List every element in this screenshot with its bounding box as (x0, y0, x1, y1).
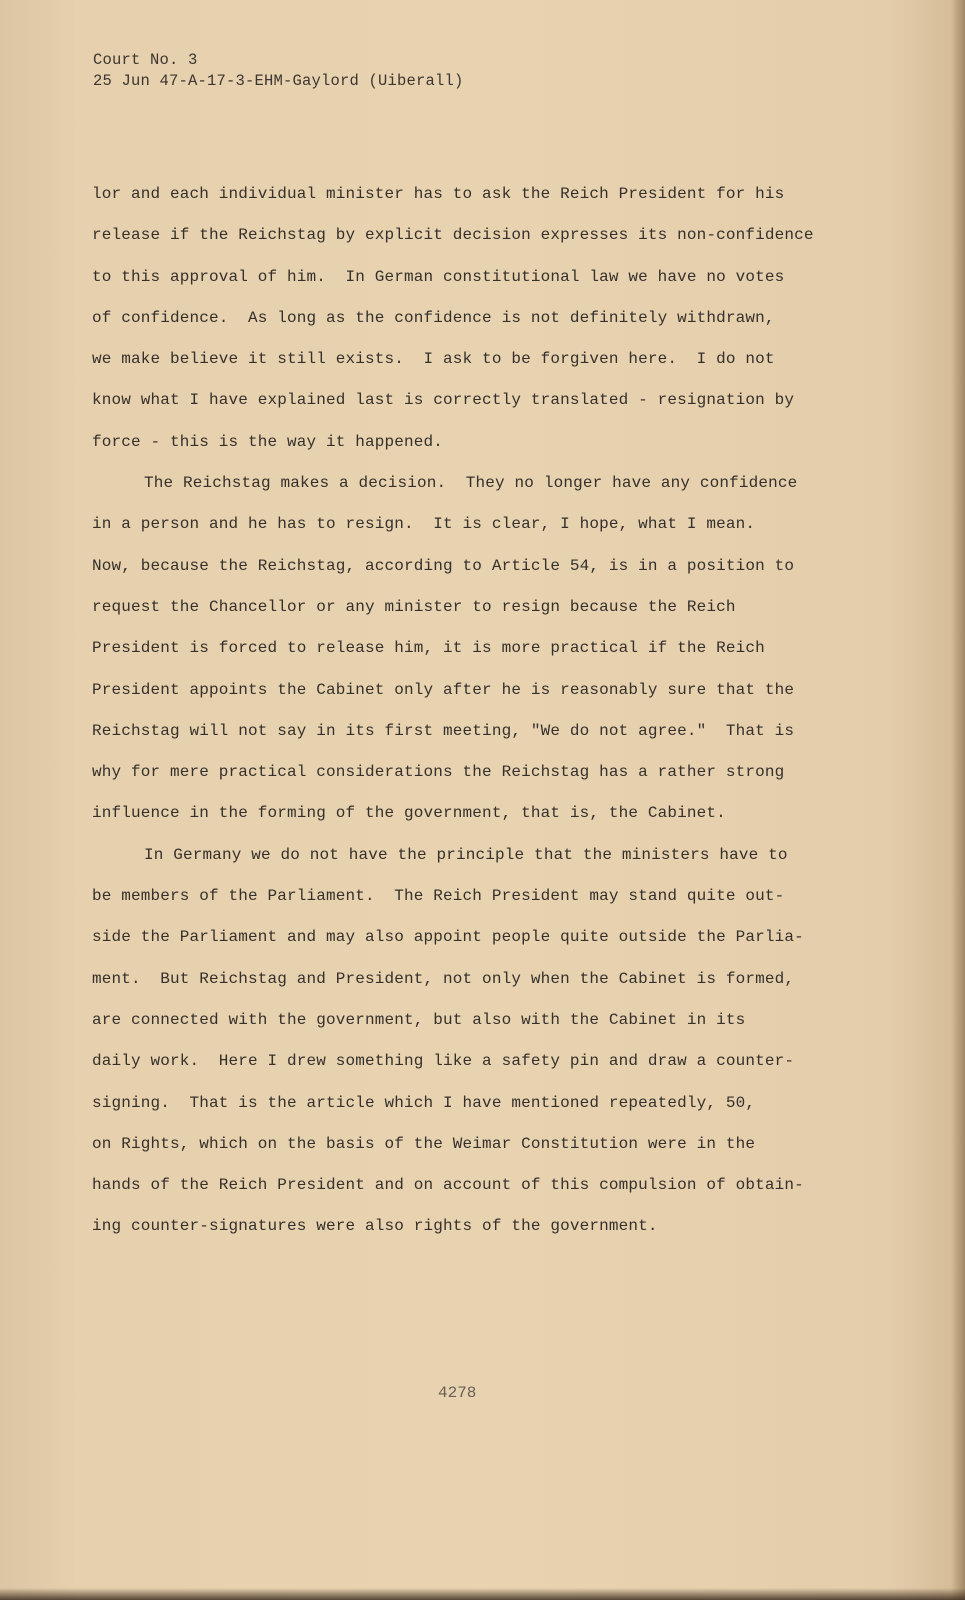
text-line: on Rights, which on the basis of the Weimar Constitution were in the (92, 1134, 756, 1153)
text-line: why for mere practical considerations the Reichstag has a rather strong (92, 763, 785, 782)
paper-edge-bottom (0, 1588, 965, 1600)
text-line: side the Parliament and may also appoint people quite outside the Parlia- (92, 928, 804, 947)
text-line: of confidence. As long as the confidence is not definitely withdrawn, (92, 308, 775, 327)
text-line: force - this is the way it happened. (92, 432, 444, 451)
document-header (93, 50, 464, 92)
text-line: The Reichstag makes a decision. They no longer have any confidence (144, 474, 798, 493)
text-line: be members of the Parliament. The Reich President may stand quite out- (92, 887, 785, 906)
text-line: ing counter-signatures were also rights of the government. (92, 1217, 658, 1236)
text-line: President appoints the Cabinet only after he is reasonably sure that the (92, 680, 795, 699)
text-line: to this approval of him. In German constitutional law we have no votes (92, 267, 785, 286)
text-line: request the Chancellor or any minister to resign because the Reich (92, 597, 736, 616)
court-number: Court No. 3 (93, 51, 198, 69)
text-line: influence in the forming of the government, that is, the Cabinet. (92, 804, 726, 823)
text-line: signing. That is the article which I have mentioned repeatedly, 50, (92, 1093, 756, 1112)
transcript-body (92, 174, 932, 1248)
text-line: are connected with the government, but also with the Cabinet in its (92, 1010, 746, 1029)
text-line: lor and each individual minister has to ask the Reich President for his (92, 185, 785, 203)
text-line: Now, because the Reichstag, according to Article 54, is in a position to (92, 556, 795, 575)
page-number: 4278 (438, 1384, 477, 1402)
text-line: In Germany we do not have the principle that the ministers have to (144, 845, 788, 864)
text-line: we make believe it still exists. I ask to be forgiven here. I do not (92, 350, 775, 369)
text-line: President is forced to release him, it is more practical if the Reich (92, 639, 765, 658)
paper-edge-right (951, 0, 965, 1600)
text-line: daily work. Here I drew something like a safety pin and draw a counter- (92, 1052, 795, 1071)
session-reference: 25 Jun 47-A-17-3-EHM-Gaylord (Uiberall) (93, 72, 464, 90)
text-line: hands of the Reich President and on account of this compulsion of obtain- (92, 1176, 804, 1195)
text-line: ment. But Reichstag and President, not only when the Cabinet is formed, (92, 969, 795, 988)
text-line: know what I have explained last is correctly translated - resignation by (92, 391, 795, 410)
text-line: Reichstag will not say in its first meeting, "We do not agree." That is (92, 721, 795, 740)
text-line: release if the Reichstag by explicit decision expresses its non-confidence (92, 226, 814, 245)
text-line: in a person and he has to resign. It is clear, I hope, what I mean. (92, 515, 756, 534)
